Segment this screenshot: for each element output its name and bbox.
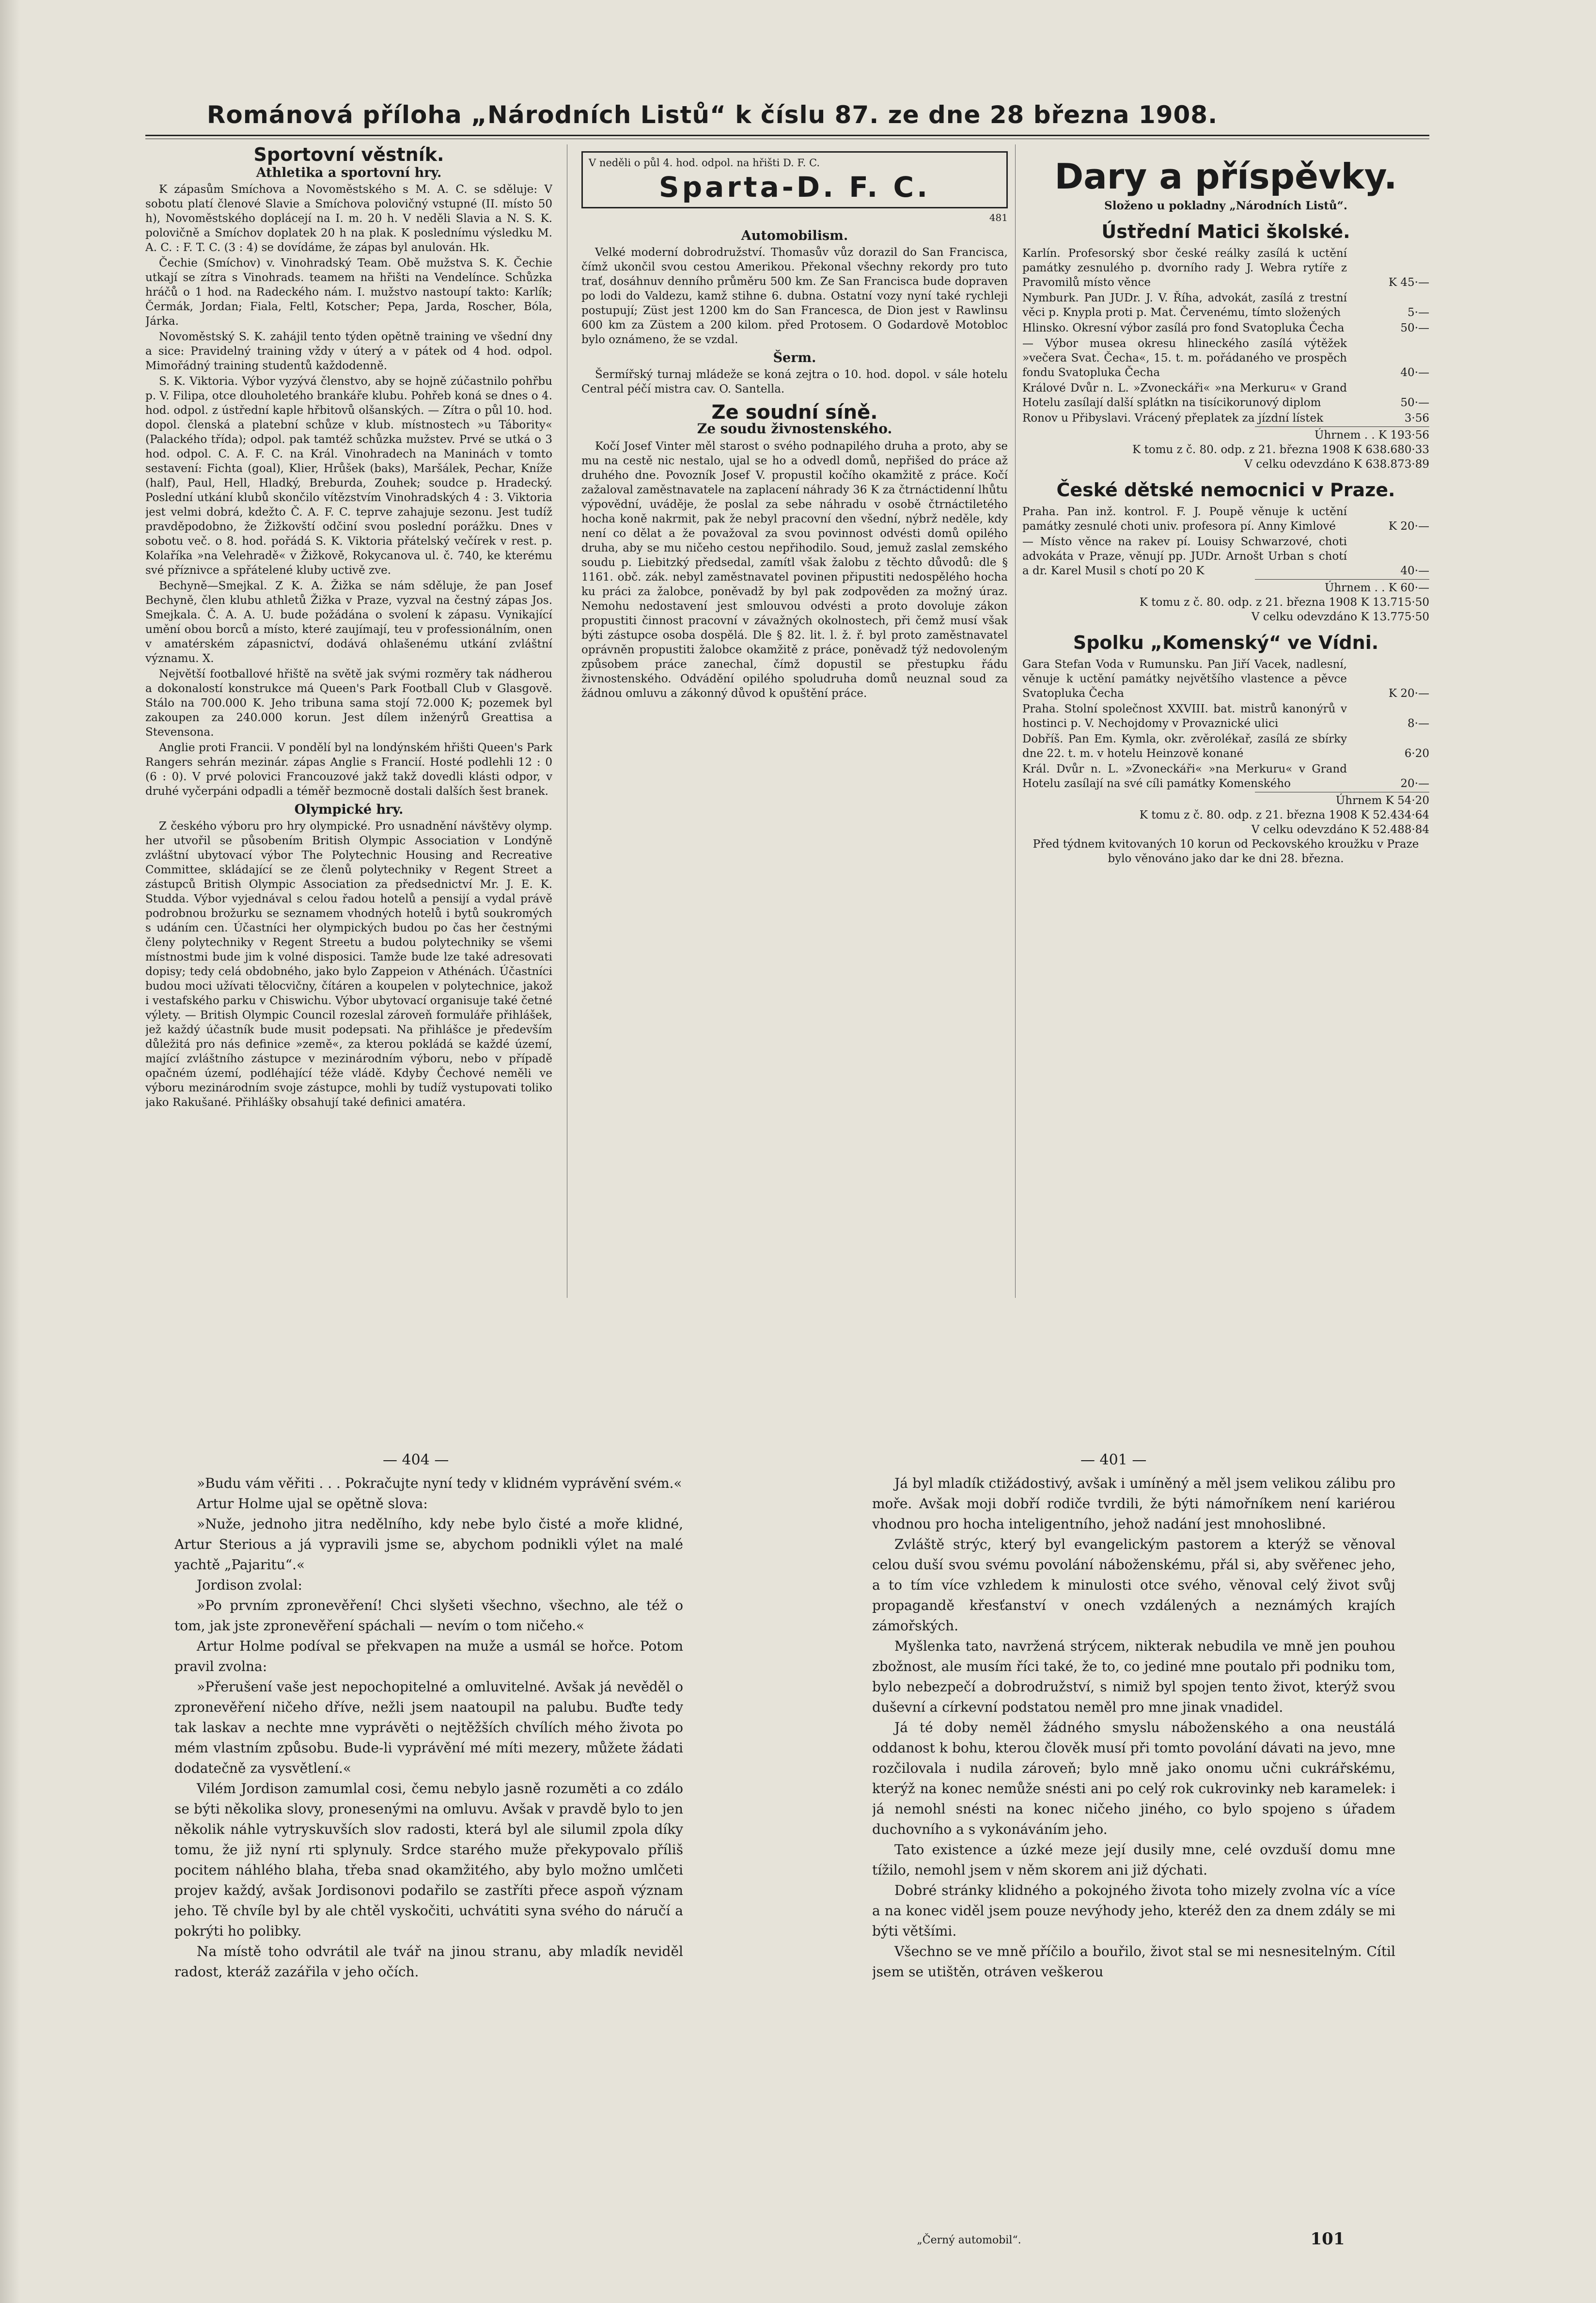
folio-left: — 404 — <box>383 1451 449 1468</box>
novel-paragraph: Zvláště strýc, který byl evangelickým pastorem a kterýž se věnoval celou duší svou svému povolání náboženskému, přál si, aby svěřenec jeho, a to tím více vzhledem k minulosti otce svého, věnoval celý život svůj propagandě křesťanství v onech vzdálených a neznámých krajích zámořských. <box>872 1536 1395 1634</box>
masthead-rule <box>145 135 1429 136</box>
novel-paragraph: »Po prvním zpronevěření! Chci slyšeti všechno, všechno, ale též o tom, jak jste zpronevěření spáchali — nevím o tom ničeho.« <box>174 1597 683 1634</box>
novel-paragraph: Vilém Jordison zamumlal cosi, čemu nebylo jasně rozuměti a co zdálo se býti několika slovy, pronesenými na omluvu. Avšak v pravdě bylo to jen několik náhle vytryskuvších slov radosti, která byl ale silumil zpola díky tomu, že již nyní rti splynuly. Srdce starého muže překypovalo příliš pocitem náhlého blaha, třeba snad okamžitého, aby bylo možno umlčeti projev každý, avšak Jordisonovi podařilo se zastříti přece aspoň význam jeho. Tě chvíle byl by ale chtěl vyskočiti, uchvátiti syna svého do náručí a pokrýti ho polibky. <box>174 1781 683 1939</box>
fund-total: Úhrnem . . K 193·56 <box>1314 429 1429 442</box>
fund-title: Spolku „Komenský“ ve Vídni. <box>1073 632 1379 653</box>
donations-title: Dary a příspěvky. <box>1054 156 1397 197</box>
sports-title: Sportovní věstník. <box>253 144 444 165</box>
sports-paragraph: Anglie proti Francii. V pondělí byl na londýnském hřišti Queen's Park Rangers sehrán mezinár. zápas Anglie s Francií. Hosté podlehli 12 : 0 (6 : 0). V prvé polovici Francouzové jakž takž dovedli klásti odpor, v druhé vyčerpáni odpadli a téměř bezmocně dostali dalších šest branek. <box>145 741 552 798</box>
fencing-paragraph: Šermířský turnaj mládeže se koná zejtra o 10. hod. dopol. v sále hotelu Central péčí mistra cav. O. Santella. <box>581 368 1008 395</box>
novel-paragraph: Myšlenka tato, navržená strýcem, nikterak nebudila ve mně jen pouhou zbožnost, ale musím říci také, že to, co jediné mne poutalo při podniku tom, bylo nebezpečí a dobrodružství, s nimiž byl spojen tento život, kterýž svou duševní a církevní podstatou neměl pro mne jinak vnadidel. <box>872 1638 1395 1715</box>
novel-footer-title: „Černý automobil“. <box>917 2234 1021 2246</box>
olympic-paragraph: Z českého výboru pro hry olympické. Pro usnadnění návštěvy olymp. her utvořil se působením British Olympic Association v Londýně zvláštní ubytovací výbor The Polytechnic Housing and Recreative Committee, skládající se ze členů polytechniky v Regent Street a zástupců British Olympic Association za předsednictví Mr. J. E. K. Studda. Výbor vyjednával s celou řadou hotelů a pensijí a vydal právě podrobnou brožurku se seznamem vhodných hotelů i bytů soukromých s udáním cen. Účastníci her olympických budou po čas her čestnými členy polytechniky v Regent Streetu a budou polytechniky se všemi místnostmi bude jim k volné disposici. Tamže bude lze také adresovati dopisy; tedy celá obdobného, jako bylo Zappeion v Athénách. Účastníci budou moci užívati tělocvičny, čítáren a koupelen v polytechnice, jakož i vestafského parku v Chiswichu. Výbor ubytovací organisuje také četné výlety. — British Olympic Council rozeslal zároveň formuláře přihlášek, jež každý účastník bude musit podepsati. Na přihlášce je především důležitá pro nás definice »země«, za kterou pokládá se každé území, mající zvláštního zástupce v mezinárodním výboru, nebo v případě opačném území, podléhající téže vládě. Kdyby Čechové neměli ve výboru mezinárodním svoje zástupce, mohli by tudíž vystupovati toliko jako Rakušané. Přihlášky obsahují také definici amatéra. <box>145 820 552 1109</box>
donation-entry: Praha. Pan inž. kontrol. F. J. Poupě věnuje k uctění památky zesnulé choti univ. profesora pí. Anny Kimlové K 20·— <box>1022 505 1429 533</box>
masthead: Románová příloha „Národních Listů“ k číslu 87. ze dne 28 března 1908. <box>206 101 1218 129</box>
sports-subtitle: Athletika a sportovní hry. <box>256 165 442 180</box>
court-paragraph: Kočí Josef Vinter měl starost o svého podnapilého druha a proto, aby se mu na cestě nic nestalo, ujal se ho a odvedl domů, nepřišed do práce až druhého dne. Povozník Josef V. propustil kočího okamžitě z práce. Kočí zažaloval zaměstnavatele na zaplacení náhrady 36 K za čtrnáctidenní lhůtu výpovědní, uváděje, že poslal za sebe náhradu v osobě čtrnáctiletého hocha koně nakrmit, pak že nebyl pracovní den všední, nýbrž neděle, kdy není co dělat a že považoval za svou povinnost odvésti domů opilého druha, aby se mu ničeho cestou nepřihodilo. Soud, jemuž zaslal zemského soudu p. Liebitzký předsedal, zamítl však žalobu z těchto důvodů: dle § 1161. obč. zák. nebyl zaměstnavatel povinen připustiti nedospělého hocha ku práci za žalobce, poněvadž by byl pak zodpověden za možný úraz. Nemohu nedostavení jest smlouvou odvésti a proto dovoluje zákon propustiti činnost pracovní v závažných okolnostech, při čemž musí však býti zástupce osoba dospělá. Dle § 82. lit. l. ž. ř. byl proto zaměstnavatel oprávněn propustiti žalobce okamžitě z práce, poněvadž týž nedovoleným způsobem práce zanechal, čímž dopustil se přestupku řádu živnostenského. Odvádění opilého spoludruha domů neuznal soud za žádnou omluvu a zákonný důvod k opuštění práce. <box>581 440 1008 700</box>
column-divider <box>1015 144 1016 1298</box>
novel-paragraph: Na místě toho odvrátil ale tvář na jinou stranu, aby mladík neviděl radost, kteráž zazářila v jeho očích. <box>174 1943 683 1980</box>
sparta-advertisement <box>581 151 1008 208</box>
sum-rule <box>1255 426 1429 427</box>
ad-number: 481 <box>989 212 1008 223</box>
novel-paragraph: Dobré stránky klidného a pokojného života toho mizely zvolna víc a více a na konec viděl jsem pouze nevýhody jeho, kteréž den za dnem zdály se mi býti většími. <box>872 1882 1395 1939</box>
sports-paragraph: Novoměstský S. K. zahájil tento týden opětně training ve všední dny a sice: Pravidelný training vždy v úterý a v pátek od 4 hod. odpol. Mimořádný training studentů každodenně. <box>145 331 552 372</box>
donation-entry: Hlinsko. Okresní výbor zasílá pro fond Svatopluka Čecha 50·— <box>1022 322 1429 334</box>
donation-entry: — Místo věnce na rakev pí. Louisy Schwarzové, choti advokáta v Praze, věnují pp. JUDr. Arnošt Urban s chotí a dr. Karel Musil s chotí po 20 K 40·— <box>1022 536 1429 577</box>
fund-grand-total: V celku odevzdáno K 52.488·84 <box>1251 823 1429 836</box>
sports-paragraph: S. K. Viktoria. Výbor vyzývá členstvo, aby se hojně zúčastnilo pohřbu p. V. Filipa, otce dlouholetého brankáře klubu. Pohřeb koná se dnes o 4. hod. odpol. z ústřední kaple hřbitovů olšanských. — Zítra o půl 10. hod. dopol. členská a platební schůze v klub. místnostech »u Tábority« (Palackého třída); odpol. pak tamtéž schůzka mužstev. Prvé se utká o 3 hod. odpol. C. A. F. C. na Král. Vinohradech na Maninách v tomto sestavení: Fichta (goal), Klier, Hrůšek (baks), Maršálek, Pechar, Kníže (half), Paul, Hell, Hladký, Breburda, Zouhek; soudce p. Hradecký. Poslední utkání klubů skončilo vítězstvím Vinohradských 4 : 3. Viktoria jest velmi dobrá, kdežto Č. A. F. C. teprve zahajuje sezonu. Jest tudíž pravděpodobno, že Žižkovští odčiní svou poslední porážku. Dnes v sobotu več. o 8. hod. pořádá S. K. Viktoria přátelský večírek v rest. p. Kolaříka »na Velehradě« v Žižkově, Rokycanova ul. č. 740, ke kterému své příznivce a spřátelené kluby uctivě zve. <box>145 375 552 577</box>
fencing-title: Šerm. <box>773 350 816 365</box>
novel-paragraph: Všechno se ve mně příčilo a bouřilo, život stal se mi nesnesitelným. Cítil jsem se utištěn, otráven veškerou <box>872 1943 1395 1980</box>
donation-entry: Gara Stefan Voda v Rumunsku. Pan Jiří Vacek, nadlesní, věnuje k uctění památky největšího vlastence a pěvce Svatopluka Čecha K 20·— <box>1022 658 1429 700</box>
fund-grand-total: V celku odevzdáno K 13.775·50 <box>1251 611 1429 623</box>
donation-entry: Dobříš. Pan Em. Kymla, okr. zvěrolékař, zasílá ze sbírky dne 22. t. m. v hotelu Heinzově konané 6·20 <box>1022 733 1429 760</box>
folio-right: — 401 — <box>1080 1451 1147 1468</box>
donation-entry: Karlín. Profesorský sbor české reálky zasílá k uctění památky zesnulého p. dvorního rady J. Webra rytíře z Pravomilů místo věnce K 45·— <box>1022 247 1429 289</box>
novel-page-right <box>872 1473 1395 2229</box>
novel-paragraph: Jordison zvolal: <box>197 1577 302 1593</box>
fund-prior: K tomu z č. 80. odp. z 21. března 1908 K 638.680·33 <box>1132 443 1429 456</box>
donation-entry: Král. Dvůr n. L. »Zvoneckáři« »na Merkuru« v Grand Hotelu zasílají na své cíli památky Komenského 20·— <box>1022 763 1429 790</box>
court-subtitle: Ze soudu živnostenského. <box>697 421 892 437</box>
page-spine-shadow <box>0 0 20 2303</box>
donation-entry: Králové Dvůr n. L. »Zvoneckáři« »na Merkuru« v Grand Hotelu zasílají další splátkn na tisícikorunový diplom 50·— <box>1022 382 1429 409</box>
fund-grand-total: V celku odevzdáno K 638.873·89 <box>1244 458 1429 471</box>
donations-closing: Před týdnem kvitovaných 10 korun od Peckovského kroužku v Praze bylo věnováno jako dar ke dni 28. března. <box>1033 838 1419 865</box>
donation-entry: Praha. Stolní společnost XXVIII. bat. mistrů kanonýrů v hostinci p. V. Nechojdomy v Provaznické ulici 8·— <box>1022 703 1429 730</box>
fund-total: Úhrnem . . K 60·— <box>1324 582 1429 594</box>
ad-line: V neděli o půl 4. hod. odpol. na hřišti D. F. C. <box>589 157 820 169</box>
fund-total: Úhrnem K 54·20 <box>1335 794 1429 807</box>
sports-paragraph: K zápasům Smíchova a Novoměstského s M. A. C. se sděluje: V sobotu platí členové Slavie a Smíchova polovičný vstupné (II. místo 50 h), Novoměstského doplácejí na I. m. 20 h. V neděli Slavia a N. S. K. polovičně a Smíchov doplatek 20 h na plak. K poslednímu výsledku M. A. C. : F. T. C. (3 : 4) se dovídáme, že zápas byl anulován. Hk. <box>145 183 552 254</box>
donation-entry: — Výbor musea okresu hlineckého zasílá výtěžek »večera Svat. Čecha«, 15. t. m. pořádaného ve prospěch fondu Svatopluka Čecha 40·— <box>1022 337 1429 379</box>
court-title: Ze soudní síně. <box>711 401 878 424</box>
column-sports <box>145 144 552 1298</box>
auto-paragraph: Velké moderní dobrodružství. Thomasův vůz dorazil do San Francisca, čímž ukončil svou cestou Amerikou. Překonal všechny rekordy pro tuto trať, dosáhnuv denního průměru 500 km. Ze San Francisca bude dopraven po lodi do Valdezu, kamž stihne 6. dubna. Ostatní vozy nyní také rychleji postupují; Züst jest 1200 km do San Francesca, de Dion jest v Rawlinsu 600 km za Züstem a 200 kilom. před Protosem. O Godardově Motobloc bylo oznámeno, že se vzdal. <box>581 246 1008 346</box>
novel-paragraph: Tato existence a úzké meze její dusily mne, celé ovzduší domu mne tížilo, nemohl jsem v něm skorem ani již dýchati. <box>872 1842 1395 1878</box>
novel-paragraph: »Budu vám věřiti . . . Pokračujte nyní tedy v klidném vyprávění svém.« <box>197 1475 682 1491</box>
fund-title: Ústřední Matici školské. <box>1101 221 1350 242</box>
column-middle <box>581 144 1008 1298</box>
ad-club-name: Sparta-D. F. C. <box>658 171 931 204</box>
novel-paragraph: »Nuže, jednoho jitra nedělního, kdy nebe bylo čisté a moře klidné, Artur Sterious a já vypravili jsme se, abychom podnikli výlet na malé yachtě „Pajaritu“.« <box>174 1516 683 1573</box>
fund-prior: K tomu z č. 80. odp. z 21. března 1908 K 52.434·64 <box>1139 809 1429 821</box>
sports-paragraph: Bechyně—Smejkal. Z K. A. Žižka se nám sděluje, že pan Josef Bechyně, člen klubu athletů Žižka v Praze, vyzval na čestný zápas Jos. Smejkala. Č. A. A. U. bude požádána o svolení k zápasu. Vynikající umění obou borců a místo, které zaujímají, teu v professionálním, onen v amatérském zápasnictví, dodává ohlašenému utkání zvláštní významu. X. <box>145 580 552 665</box>
novel-paragraph: Artur Holme podíval se překvapen na muže a usmál se hořce. Potom pravil zvolna: <box>174 1638 683 1674</box>
donation-entry: Ronov u Přibyslavi. Vrácený přeplatek za jízdní lístek 3·56 <box>1022 412 1429 425</box>
column-donations <box>1022 144 1429 1298</box>
novel-paragraph: Já té doby neměl žádného smyslu náboženského a ona neustálá oddanost k bohu, kterou člověk musí při tomto povolání dávati na jevo, mne rozčilovala i nudila zároveň; bylo mně jako onomu učni cukrářskému, kterýž na konec nemůže snésti ani po celý rok cukrovinky neb karamelek: i já nemohl snésti na konec ničeho jiného, co bylo spojeno s úřadem duchovního a s vykonáváním jeho. <box>872 1719 1395 1837</box>
donations-note: Složeno u pokladny „Národních Listů“. <box>1104 199 1347 212</box>
novel-page-left <box>174 1473 683 2229</box>
novel-paragraph: Já byl mladík ctižádostivý, avšak i umíněný a měl jsem velikou zálibu pro moře. Avšak moji dobří rodiče tvrdili, že býti námořníkem není kariérou vhodnou pro hocha inteligentního, jehož nadání jest mnohoslibné. <box>872 1475 1395 1532</box>
sports-paragraph: Největší footballové hřiště na světě jak svými rozměry tak nádherou a dokonalostí konstrukce má Queen's Park Football Club v Glasgově. Stálo na 700.000 K. Jeho tribuna sama stojí 72.000 K; pozemek byl zakoupen za 240.000 korun. Jest dílem inženýrů Greattisa a Stevensona. <box>145 668 552 739</box>
fund-title: České dětské nemocnici v Praze. <box>1056 479 1395 501</box>
olympic-title: Olympické hry. <box>294 802 404 817</box>
sum-rule <box>1255 579 1429 580</box>
novel-page-number: 101 <box>1310 2229 1345 2249</box>
novel-paragraph: Artur Holme ujal se opětně slova: <box>197 1496 428 1512</box>
novel-paragraph: »Přerušení vaše jest nepochopitelné a omluvitelné. Avšak já nevěděl o zpronevěření ničeho dříve, nežli jsem naatoupil na palubu. Buďte tedy tak laskav a nechte mne vyprávěti o nejtěžších chvílích mého života po mém vlastním způsobu. Bude-li vyprávění mé míti mezery, můžete žádati dodatečně za vysvětlení.« <box>174 1679 683 1776</box>
donation-entry: Nymburk. Pan JUDr. J. V. Říha, advokát, zasílá z trestní věci p. Knypla proti p. Mat. Červenému, tímto složených 5·— <box>1022 292 1429 319</box>
fund-prior: K tomu z č. 80. odp. z 21. března 1908 K 13.715·50 <box>1139 596 1429 609</box>
auto-title: Automobilism. <box>741 228 848 243</box>
sports-paragraph: Čechie (Smíchov) v. Vinohradský Team. Obě mužstva S. K. Čechie utkají se zítra s Vinohrads. teamem na hřišti na Vendelínce. Schůzka hráčů o 1 hod. na Radeckého nám. I. mužstvo nastoupí takto: Karlík; Čermák, Jordan; Fiala, Feltl, Kotscher; Pepa, Jarda, Roscher, Bóla, Járka. <box>145 257 552 328</box>
